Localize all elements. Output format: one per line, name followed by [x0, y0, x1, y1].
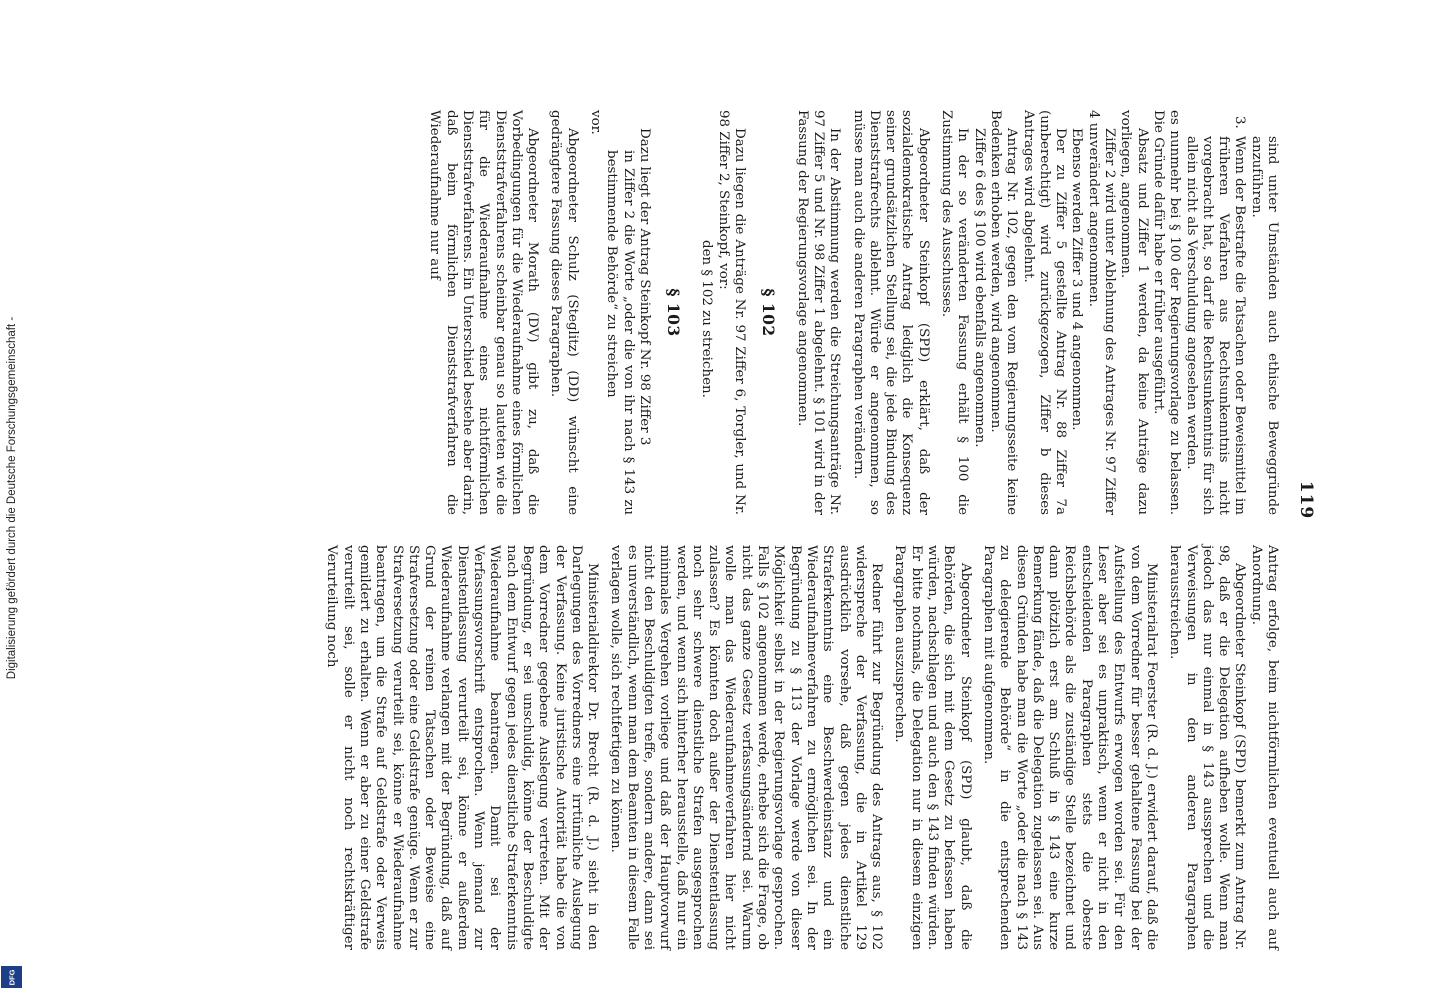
dfg-logo-text: DFG	[7, 969, 16, 985]
paragraph: sind unter Umständen auch ethische Beweggründe anzuführen.	[1248, 136, 1280, 515]
paragraph: Abgeordneter Steinkopf (SPD) bemerkt zum Antrag Nr. 98, daß er die Delegation aufheben wolle. Wenn man jedoch das nur einmal in § 143 aussprechen und die Verweisungen in den anderen Paragraphen herausstreichen.	[1167, 545, 1248, 950]
paragraph: Dazu liegt der Antrag Steinkopf Nr. 98 Ziffer 3	[636, 128, 652, 446]
right-column	[140, 545, 1280, 950]
paragraph: Ministerialdirektor Dr. Brecht (R. d. J.) sieht in den Darlegungen des Vorredners eine irrtümliche Auslegung der Verfassung. Keine juristische Autorität habe die von dem Vorredner gegebene Auslegung vertreten. Mit der Begründung, er sei unschuldig, könne der Beschuldigte nach dem Entwurf gegen jedes dienstliche Straferkenntnis Wiederaufnahme beantragen. Damit sei der Verfassungsvorschrift entsprochen. Wenn jemand zur Dienstentlassung verurteilt sei, könne er außerdem Wiederaufnahme verlangen mit der Begründung, daß auf Grund der reinen Tatsachen oder Beweise eine Strafversetzung oder eine Geldstrafe genüge. Wenn er zur Strafversetzung verurteilt sei, könne er Wiederaufnahme beantragen, um die Strafe auf Geldstrafe oder Verweis gemildert zu erhalten. Wenn er aber zu einer Geldstrafe verurteilt sei, solle er nicht noch rechtskräftiger Verurteilung noch	[324, 545, 601, 950]
section-heading-103: § 103	[664, 288, 684, 337]
paragraph: Redner führt zur Begründung des Antrags aus, § 102 widerspreche der Verfassung, die in Artikel 129 ausdrücklich vorsehe, daß gegen jedes dienstliche Straferkenntnis eine Beschwerdeinstanz und ein Wiederaufnahmeverfahren zu ermöglichen sei. In der Begründung zu § 113 der Vorlage werde von dieser Möglichkeit selbst in der Regierungsvorlage gesprochen. Falls § 102 angenommen werde, erhebe sich die Frage, ob nicht das ganze Gesetz verfassungsändernd sei. Warum wolle man das Wiederaufnahmeverfahren hier nicht zulassen? Es könnten doch außer der Dienstentlassung noch sehr schwere dienstliche Strafen ausgesprochen werden, und wenn sich hinterher herausstelle, daß nur ein minimales Vergehen vorliege und daß der Hauptvorwurf nicht den Beschuldigten treffe, sondern andere, dann sei es unverständlich, wenn man dem Beamten in diesem Falle verlagen wolle, sich rechtfertigen zu können.	[608, 545, 885, 950]
paragraph: In der so veränderten Fassung erhält § 100 die Zustimmung des Ausschusses.	[939, 110, 971, 515]
paragraph: Abgeordneter Schulz (Steglitz) (DD) wünscht eine gedrängtere Fassung dieses Paragraphen.	[548, 110, 580, 515]
dfg-logo	[1, 966, 22, 988]
paragraph: Ziffer 6 des § 100 wird ebenfalls angenommen.	[971, 128, 987, 448]
paragraph: Absatz und Ziffer 1 werden, da keine Anträge dazu vorliegen, angenommen.	[1118, 110, 1150, 515]
paragraph: Abgeordneter Morath (DV) gibt zu, daß die Vorbedingungen für die Wiederaufnahme eines förmlichen Dienststrafverfahrens scheinbar genau so lauteten wie die für die Wiederaufnahme eines nichtförmlichen Dienststrafverfahrens. Ein Unterschied bestehe aber darin, daß beim förmlichen Dienststrafverfahren die Wiederaufnahme nur auf	[427, 110, 541, 515]
paragraph: Abgeordneter Steinkopf (SPD) glaubt, daß die Behörden, die sich mit dem Gesetz zu befassen haben würden, nachschlagen und auch den § 143 finden würden. Er bitte nochmals, die Delegation nur in diesem einzigen Paragraphen auszusprechen.	[892, 545, 973, 950]
section-heading-102: § 102	[759, 288, 779, 337]
paragraph: Abgeordneter Steinkopf (SPD) erklärt, daß der sozialdemokratische Antrag lediglich die Konsequenz seiner grundsätzlichen Stellung sei, die jede Bindung des Dienststrafrechts ablehnt. Würde er angenommen, so müsse man auch die anderen Paragraphen verändern.	[850, 110, 931, 515]
page-number: 119	[1296, 480, 1316, 520]
paragraph: Antrag erfolge, beim nichtförmlichen eventuell auch auf Anordnung.	[1248, 545, 1280, 950]
paragraph: Antrag Nr. 102, gegen den vom Regierungsseite keine Bedenken erhoben werden, wird angenommen.	[987, 110, 1020, 515]
indented-line: in Ziffer 2 die Worte „oder die von ihr nach § 143 zu bestimmende Behörde“ zu streichen	[604, 150, 636, 515]
paragraph: Ebenso werden Ziffer 3 und 4 angenommen.	[1069, 128, 1085, 431]
list-number: 3.	[1232, 116, 1248, 129]
paragraph: vor.	[588, 110, 604, 135]
paragraph: Der zu Ziffer 5 gestellte Antrag Nr. 88 Ziffer 7a (unberechtigt) wird zurückgezogen, Ziffer b dieses Antrages wird abgelehnt.	[1020, 110, 1069, 515]
paragraph: In der Abstimmung werden die Streichungsanträge Nr. 97 Ziffer 5 und Nr. 98 Ziffer 1 abgelehnt. § 101 wird in der Fassung der Regierungsvorlage angenommen.	[794, 110, 843, 515]
footer-credit-text: Digitalisierung gefördert durch die Deutsche Forschungsgemeinschaft -	[6, 316, 18, 680]
paragraph: Dazu liegen die Anträge Nr. 97 Ziffer 6, Torgler, und Nr. 98 Ziffer 2, Steinkopf, vor:	[715, 110, 748, 515]
list-item	[1182, 110, 1247, 515]
list-item-text: Wenn der Bestrafte die Tatsachen oder Beweismittel im früheren Verfahren aus Rechtsunkenntnis nicht vorgebracht hat, so darf die Rechtsunkenntnis für sich allein nicht als Verschuldung angesehen werden.	[1183, 136, 1248, 515]
digitization-footer	[0, 0, 24, 1000]
left-column	[140, 110, 1280, 515]
indented-line: den § 102 zu streichen.	[699, 240, 715, 398]
paragraph: es nunmehr bei § 100 der Regierungsvorlage zu belassen. Die Gründe dafür habe er früher ausgeführt.	[1150, 110, 1183, 515]
paragraph: Ziffer 2 wird unter Ablehnung des Antrages Nr. 97 Ziffer 4 unverändert angenommen.	[1085, 110, 1118, 515]
paragraph: Ministerialrat Foerster (R. d. J.) erwidert darauf, daß die von dem Vorredner für besser gehaltene Fassung bei der Aufstellung des Entwurfs erwogen worden sei. Für den Leser aber sei es unpraktisch, wenn er nicht in den entscheidenden Paragraphen stets die oberste Reichsbehörde als die zuständige Stelle bezeichnet und dann plötzlich erst am Schluß in § 143 eine kurze Bemerkung fände, daß die Delegation zugelassen sei. Aus diesen Gründen habe man die Worte „oder die nach § 143 zu delegierende Behörde“ in die entsprechenden Paragraphen mit aufgenommen.	[980, 545, 1159, 950]
